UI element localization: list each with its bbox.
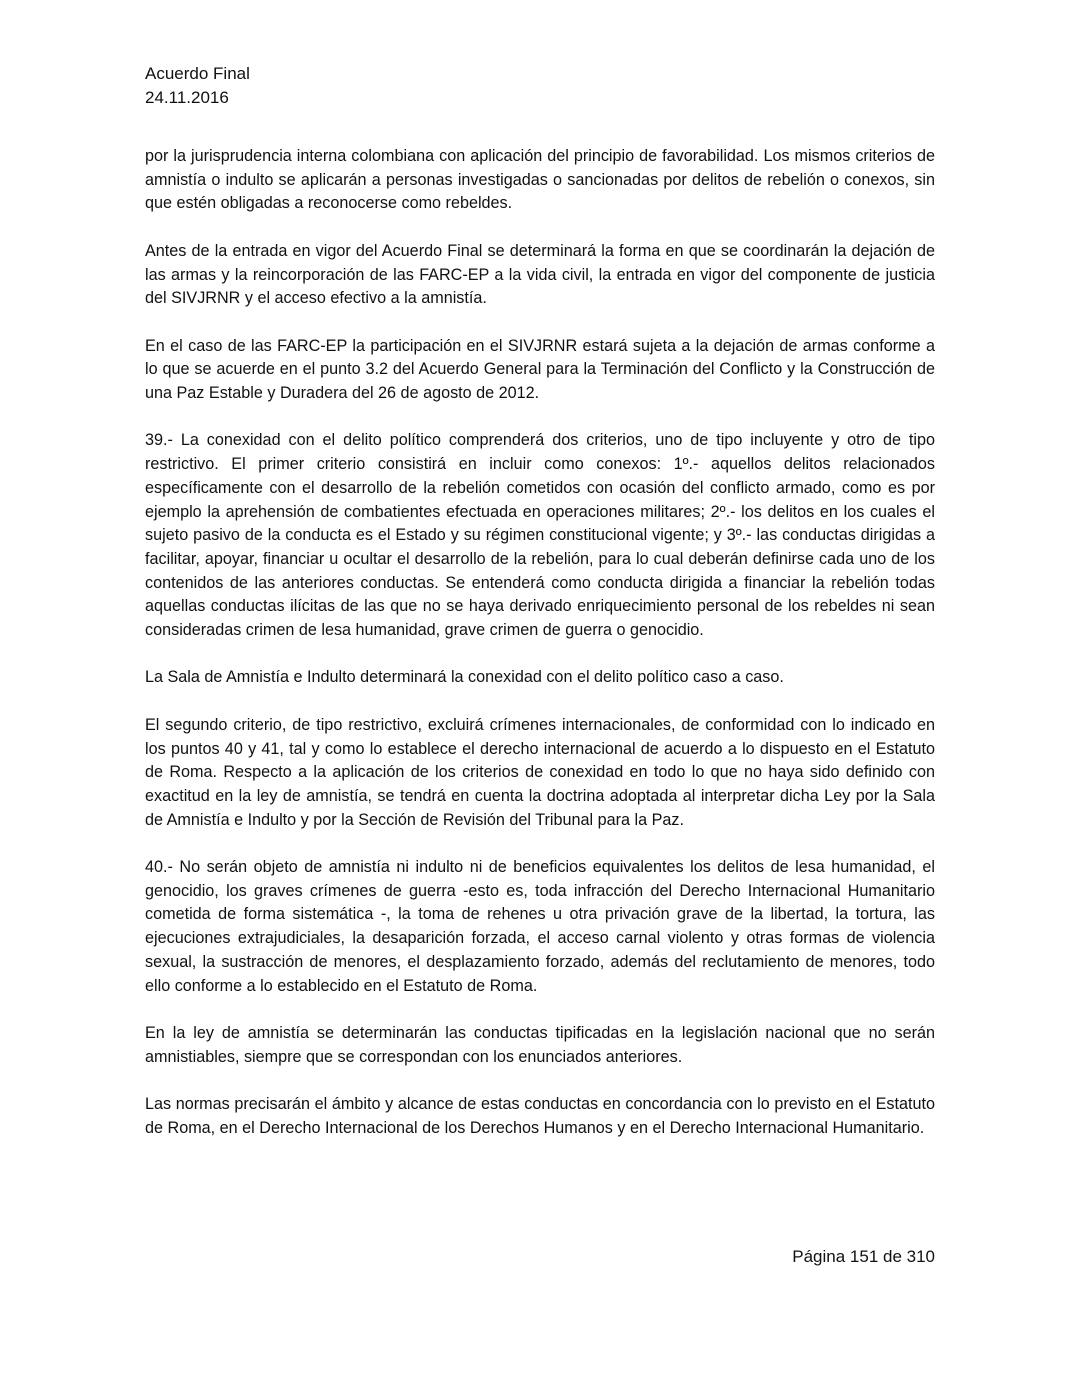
document-body xyxy=(145,145,935,1140)
document-title: Acuerdo Final xyxy=(145,64,250,83)
document-date: 24.11.2016 xyxy=(145,88,229,107)
paragraph-normas: Las normas precisarán el ámbito y alcance de estas conductas en concordancia con lo previsto en el Estatuto de Roma, en el Derecho Internacional de los Derechos Humanos y en el Derecho Internacional Humanitario. xyxy=(145,1095,935,1137)
paragraph-40-exclusiones: 40.- No serán objeto de amnistía ni indulto ni de beneficios equivalentes los delitos de lesa humanidad, el genocidio, los graves crímenes de guerra -esto es, toda infracción del Derecho Internacional Humanitario cometida de forma sistemática -, la toma de rehenes u otra privación grave de la libertad, la tortura, las ejecuciones extrajudiciales, la desaparición forzada, el acceso carnal violento y otras formas de violencia sexual, la sustracción de menores, el desplazamiento forzado, además del reclutamiento de menores, todo ello conforme a lo establecido en el Estatuto de Roma. xyxy=(145,858,935,995)
page-number: Página 151 de 310 xyxy=(792,1247,935,1266)
paragraph-segundo-criterio: El segundo criterio, de tipo restrictivo, excluirá crímenes internacionales, de conformidad con lo indicado en los puntos 40 y 41, tal y como lo establece el derecho internacional de acuerdo a lo dispuesto en el Estatuto de Roma. Respecto a la aplicación de los criterios de conexidad en todo lo que no haya sido definido con exactitud en la ley de amnistía, se tendrá en cuenta la doctrina adoptada al interpretar dicha Ley por la Sala de Amnistía e Indulto y por la Sección de Revisión del Tribunal para la Paz. xyxy=(145,715,935,829)
paragraph-entrada-en-vigor: Antes de la entrada en vigor del Acuerdo Final se determinará la forma en que se coordinarán la dejación de las armas y la reincorporación de las FARC-EP a la vida civil, la entrada en vigor del componente de justicia del SIVJRNR y el acceso efectivo a la amnistía. xyxy=(145,241,935,308)
page-header xyxy=(145,62,250,110)
paragraph-participacion: En el caso de las FARC-EP la participación en el SIVJRNR estará sujeta a la dejación de armas conforme a lo que se acuerde en el punto 3.2 del Acuerdo General para la Terminación del Conflicto y la Construcción de una Paz Estable y Duradera del 26 de agosto de 2012. xyxy=(145,336,935,402)
paragraph-favorabilidad: por la jurisprudencia interna colombiana con aplicación del principio de favorabilidad. Los mismos criterios de amnistía o indulto se aplicarán a personas investigadas o sancionadas por delitos de rebelión o conexos, sin que estén obligadas a reconocerse como rebeldes. xyxy=(145,147,935,213)
paragraph-ley-amnistia: En la ley de amnistía se determinarán las conductas tipificadas en la legislación nacional que no serán amnistiables, siempre que se correspondan con los enunciados anteriores. xyxy=(145,1023,935,1066)
paragraph-sala-amnistia: La Sala de Amnistía e Indulto determinará la conexidad con el delito político caso a caso. xyxy=(145,668,784,687)
paragraph-39-conexidad: 39.- La conexidad con el delito político comprenderá dos criterios, uno de tipo incluyente y otro de tipo restrictivo. El primer criterio consistirá en incluir como conexos: 1º.- aquellos delitos relacionados específicamente con el desarrollo de la rebelión cometidos con ocasión del conflicto armado, como es por ejemplo la aprehensión de combatientes efectuada en operaciones militares; 2º.- los delitos en los cuales el sujeto pasivo de la conducta es el Estado y su régimen constitucional vigente; y 3º.- las conductas dirigidas a facilitar, apoyar, financiar u ocultar el desarrollo de la rebelión, para lo cual deberán definirse cada uno de los contenidos de las anteriores conductas. Se entenderá como conducta dirigida a financiar la rebelión todas aquellas conductas ilícitas de las que no se haya derivado enriquecimiento personal de los rebeldes ni sean consideradas crimen de lesa humanidad, grave crimen de guerra o genocidio. xyxy=(145,431,935,640)
